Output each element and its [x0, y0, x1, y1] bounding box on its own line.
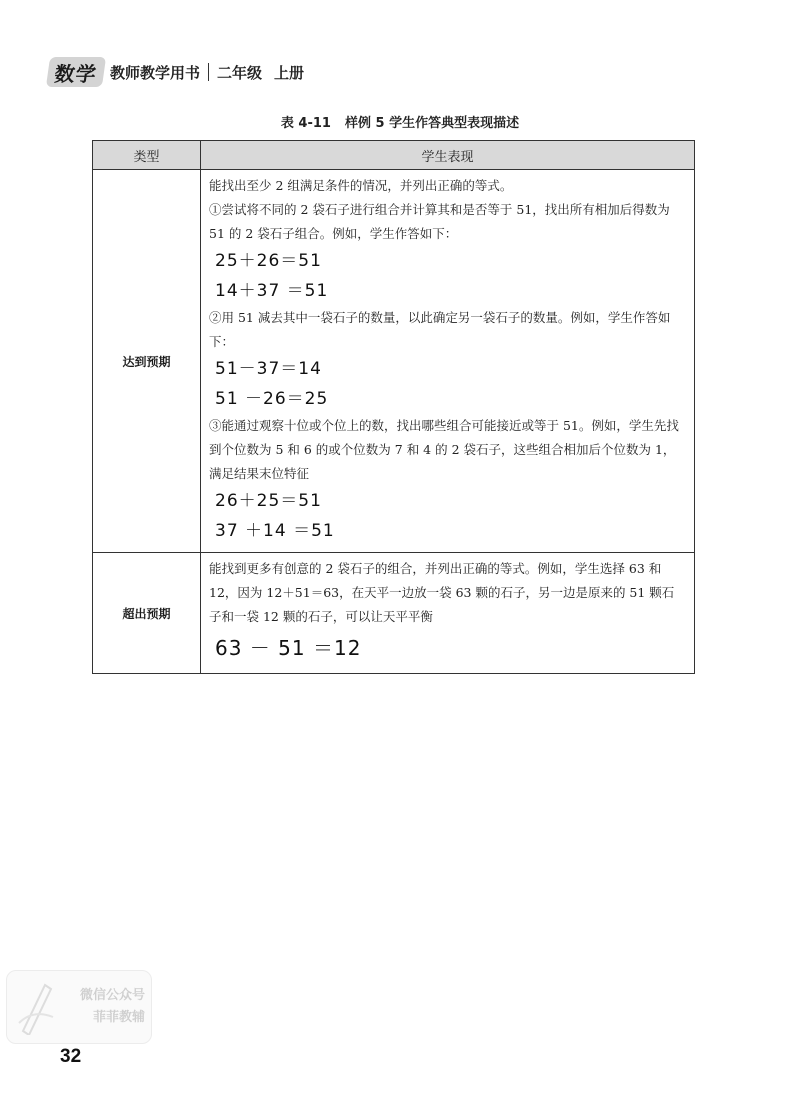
performance-table — [92, 140, 695, 674]
header-type: 类型 — [93, 141, 201, 170]
header-performance: 学生表现 — [201, 141, 695, 170]
table-header-row — [93, 141, 695, 170]
table-row — [93, 170, 695, 553]
pencil-icon — [15, 979, 57, 1035]
method-3-text: ③能通过观察十位或个位上的数，找出哪些组合可能接近或等于 51。例如，学生先找到个位数为 5 和 6 的或个位数为 7 和 4 的 2 袋石子，这些组合相加后个位数为 1，满足结果末位特征 — [209, 418, 679, 481]
table-row — [93, 553, 695, 674]
method-2-text: ②用 51 减去其中一袋石子的数量，以此确定另一袋石子的数量。例如，学生作答如下： — [209, 310, 671, 349]
table-caption — [0, 112, 800, 131]
handwritten-equation: 37 ＋14 ＝51 — [215, 521, 335, 541]
handwritten-equation: 51－37＝14 — [215, 359, 322, 379]
row-content — [201, 553, 695, 674]
table-title: 样例 5 学生作答典型表现描述 — [344, 116, 520, 131]
row-type: 超出预期 — [93, 553, 201, 674]
watermark — [6, 970, 152, 1044]
row-type: 达到预期 — [93, 170, 201, 553]
handwritten-equation: 14＋37 ＝51 — [215, 281, 329, 301]
intro-text: 能找出至少 2 组满足条件的情况，并列出正确的等式。 — [209, 178, 513, 193]
handwritten-equation: 26＋25＝51 — [215, 491, 322, 511]
book-title: 教师教学用书 — [110, 63, 201, 82]
handwritten-equation: 63 － 51 ＝12 — [215, 636, 362, 660]
watermark-line2: 菲菲教辅 — [92, 1010, 145, 1025]
handwritten-equation: 25＋26＝51 — [215, 251, 322, 271]
running-header — [48, 55, 304, 89]
method-1-text: ①尝试将不同的 2 袋石子进行组合并计算其和是否等于 51，找出所有相加后得数为 51 的 2 袋石子组合。例如，学生作答如下： — [209, 202, 670, 241]
grade-label: 二年级 — [217, 63, 263, 82]
exceed-text: 能找到更多有创意的 2 袋石子的组合，并列出正确的等式。例如，学生选择 63 和 12，因为 12＋51＝63，在天平一边放一袋 63 颗的石子，另一边是原来的 51 颗石子和一袋 12 颗的石子，可以让天平平衡 — [209, 561, 675, 624]
table-number: 表 4-11 — [280, 116, 331, 131]
handwritten-equation: 51 －26＝25 — [215, 389, 329, 409]
header-divider — [208, 63, 209, 81]
subject-logo: 数学 — [46, 57, 106, 87]
row-content — [201, 170, 695, 553]
page-number: 32 — [60, 1046, 82, 1067]
watermark-line1: 微信公众号 — [79, 988, 145, 1003]
semester-label: 上册 — [274, 63, 305, 82]
